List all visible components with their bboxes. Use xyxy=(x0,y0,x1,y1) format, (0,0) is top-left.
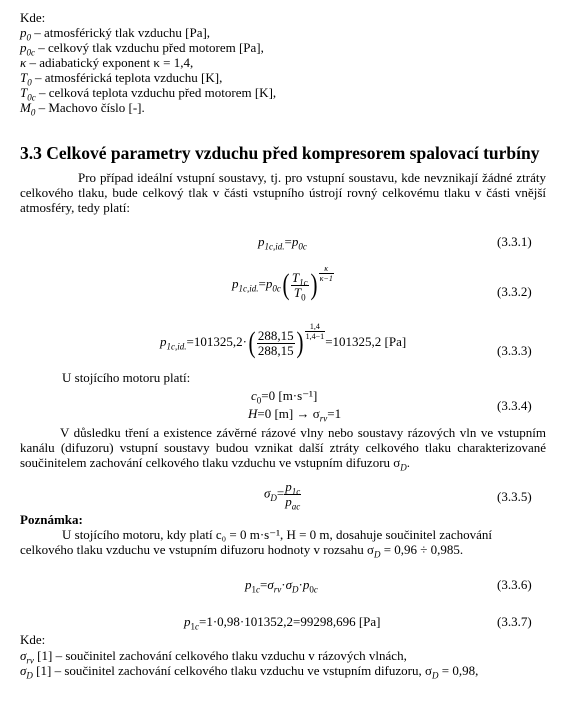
eq3-exp-den: 1,4−1 xyxy=(305,332,325,341)
def2-line1 xyxy=(20,648,407,666)
definition-symbol: M xyxy=(20,100,31,115)
note-title: Poznámka: xyxy=(20,512,83,527)
eq3-den: 288,15 xyxy=(257,342,294,358)
para2: U stojícího motoru platí: xyxy=(62,370,191,385)
eq3-exp-num: 1,4 xyxy=(305,322,326,332)
eq-number: (3.3.3) xyxy=(497,343,532,358)
def2-end: = 0,98, xyxy=(438,663,479,678)
eq4b-end: =1 xyxy=(327,406,342,421)
eq-number: (3.3.2) xyxy=(497,284,532,299)
equation-3-3-6: $p_{1c}=\sigma_{rv}\cdot\sigma_D\cdot p_{0c}$ xyxy=(245,577,318,595)
def2-text: [1] – součinitel zachování celkového tlaku vzduchu v rázových vlnách, xyxy=(33,648,407,663)
equation-3-3-1: $p_{1c,id.}=p_{0c}$ xyxy=(258,234,307,252)
definition-subscript: 0c xyxy=(26,47,35,58)
equation-3-3-5: $\sigma_D=$ $\frac{p_{1c}}{p_{ac}}$ xyxy=(264,479,301,512)
definition-subscript: 0 xyxy=(27,77,32,88)
equation-3-3-4a: $c_0=0$ [m·s⁻¹] xyxy=(251,388,318,406)
para3-line3: součinitelem zachování celkového tlaku vzduchu ve vstupním difuzoru $\sigma_D$. xyxy=(20,455,411,473)
definition-text: – celková teplota vzduchu před motorem [K], xyxy=(35,85,277,100)
definition-subscript: 0 xyxy=(30,107,36,118)
definition-subscript: 0 xyxy=(26,32,31,43)
definition-symbol: T xyxy=(20,70,28,85)
kde-label: Kde: xyxy=(20,10,46,25)
eq3-lhs-const: =101325,2· xyxy=(186,333,247,349)
definition-symbol: κ xyxy=(20,55,27,70)
kde2-label: Kde: xyxy=(20,632,46,647)
equation-3-3-4b: H=0 $[m] \to \sigma_{rv}=1$ xyxy=(248,406,342,424)
eq-number: (3.3.4) xyxy=(497,398,532,413)
definition-item xyxy=(20,55,193,70)
eq4a-value: =0 [m·s⁻¹] xyxy=(261,388,318,403)
eq-number: (3.3.5) xyxy=(497,489,532,504)
definition-text: – Machovo číslo [-]. xyxy=(35,100,145,115)
para1-line3: atmosféry, tedy platí: xyxy=(20,200,130,215)
para1-line1: Pro případ ideální vstupní soustavy, tj. pro vstupní soustavu, kde nevznikají žádné ztráty xyxy=(78,170,546,185)
para3-line2: kanálu (difuzoru) vstupní soustavy budou vznikat další ztráty celkového tlaku charakterizované xyxy=(20,440,546,455)
equation-3-3-2: $p_{1c,id.}=p_{0c}$( $\frac{T_{1c}}{T_0}$ ) $\frac{\kappa}{\kappa-1}$ xyxy=(232,264,333,303)
definition-text: – atmosférická teplota vzduchu [K], xyxy=(31,70,223,85)
eq-number: (3.3.7) xyxy=(497,614,532,629)
para3-line1: V důsledku tření a existence závěrné rázové vlny nebo soustavy rázových vln ve vstupním xyxy=(60,425,546,440)
eq-number: (3.3.1) xyxy=(497,234,532,249)
equation-3-3-7: $p_{1c}=1\cdot 0,98\cdot 101352,2=99298,696$ [Pa] xyxy=(184,614,381,632)
eq4b-value: =0 [m] → σ xyxy=(257,406,320,421)
definition-text: – celkový tlak vzduchu před motorem [Pa], xyxy=(35,40,264,55)
note-range: = 0,96 ÷ 0,985. xyxy=(380,542,464,557)
definition-item xyxy=(20,25,211,43)
def2-sym: σ xyxy=(20,663,27,678)
eq-number: (3.3.6) xyxy=(497,577,532,592)
def2-text: [1] – součinitel zachování celkového tlaku vzduchu ve vstupním difuzoru, σ xyxy=(32,663,432,678)
definition-text: – atmosférický tlak vzduchu [Pa], xyxy=(31,25,211,40)
definition-item xyxy=(20,100,145,118)
para1-line2: celkového tlaku, bude celkový tlak v části vstupního ústrojí rovný celkovému tlaku v části vnější xyxy=(20,185,546,200)
para3-line3-text: součinitelem zachování celkového tlaku vzduchu ve vstupním difuzoru σ xyxy=(20,455,401,470)
def2-sub: rv xyxy=(26,655,34,666)
section-heading: 3.3 Celkové parametry vzduchu před kompresorem spalovací turbíny xyxy=(20,143,540,163)
definition-item xyxy=(20,85,277,103)
note-line2: celkového tlaku vzduchu ve vstupním difuzoru hodnoty v rozsahu $\sigma_D = 0,96 \div 0,985$. xyxy=(20,542,464,560)
definition-text: – adiabatický exponent κ = 1,4, xyxy=(26,55,194,70)
def2-sym: σ xyxy=(20,648,27,663)
definition-item xyxy=(20,70,223,88)
def2-line2: $\sigma_D$ [1] – součinitel zachování celkového tlaku vzduchu ve vstupním difuzoru, $\sigma_D = 0,98$, xyxy=(20,663,479,681)
eq3-num: 288,15 xyxy=(257,327,294,343)
definition-item xyxy=(20,40,264,58)
definition-symbol: T xyxy=(20,85,28,100)
note-line1: U stojícího motoru, kdy platí c₀ = 0 m·s⁻¹, H = 0 m, dosahuje součinitel zachování xyxy=(62,527,492,542)
definition-symbol: p xyxy=(20,25,27,40)
eq3-rhs: =101325,2 [Pa] xyxy=(325,333,407,349)
definition-subscript: 0c xyxy=(27,92,36,103)
note-line2-text: celkového tlaku vzduchu ve vstupním difuzoru hodnoty v rozsahu σ xyxy=(20,542,374,557)
eq7-rhs: =1·0,98·101352,2=99298,696 [Pa] xyxy=(199,614,381,629)
def2-sub: D xyxy=(26,670,33,681)
equation-3-3-3: $p_{1c,id.}=101325,2\cdot$( $\frac{288,15}{288,15}$ ) $\frac{1,4}{1,4-1}$ =101325,2 [Pa] xyxy=(160,322,407,359)
definition-symbol: p xyxy=(20,40,27,55)
